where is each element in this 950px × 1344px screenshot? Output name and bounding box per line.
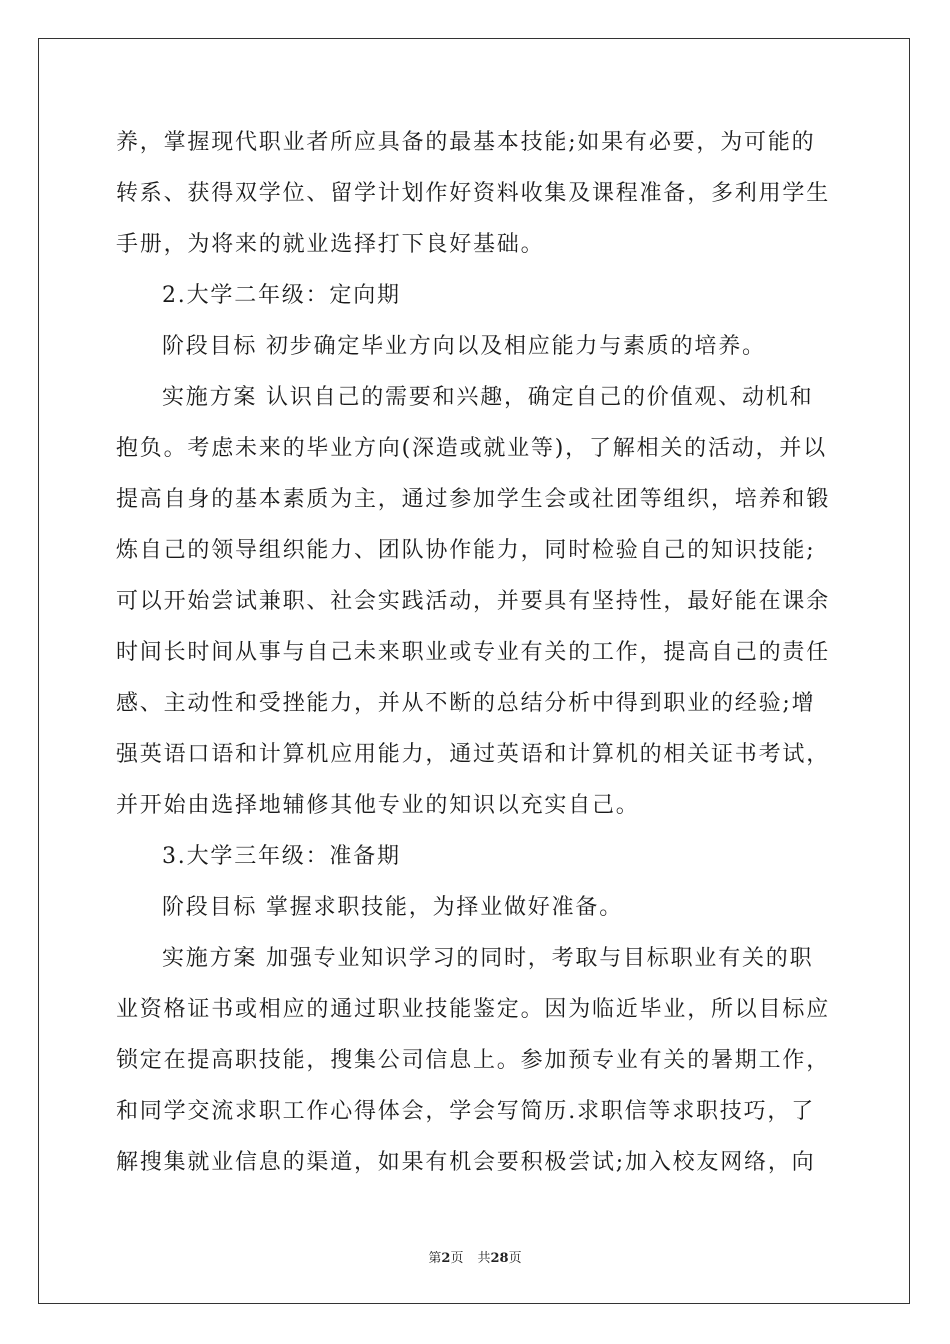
total-pages-number: 28 [490,1251,509,1266]
current-page-number: 2 [441,1251,451,1266]
text-line: 强英语口语和计算机应用能力，通过英语和计算机的相关证书考试， [116,742,831,767]
text-line: 解搜集就业信息的渠道，如果有机会要积极尝试;加入校友网络，向 [116,1150,816,1175]
text-line: 抱负。考虑未来的毕业方向(深造或就业等)，了解相关的活动，并以 [116,436,827,461]
footer-total-suffix: 页 [508,1251,522,1266]
text-line: 可以开始尝试兼职、社会实践活动，并要具有坚持性，最好能在课余 [116,589,831,614]
footer-prefix: 第 [428,1251,442,1266]
text-line: 并开始由选择地辅修其他专业的知识以充实自己。 [116,793,640,818]
text-line: 提高自身的基本素质为主，通过参加学生会或社团等组织，培养和锻 [116,487,831,512]
text-line: 锁定在提高职技能，搜集公司信息上。参加预专业有关的暑期工作， [116,1048,831,1073]
text-line: 转系、获得双学位、留学计划作好资料收集及课程准备，多利用学生 [116,181,831,206]
text-line: 实施方案 认识自己的需要和兴趣，确定自己的价值观、动机和 [162,385,814,410]
text-line: 手册，为将来的就业选择打下良好基础。 [116,232,545,257]
text-line: 和同学交流求职工作心得体会，学会写简历.求职信等求职技巧，了 [116,1099,815,1124]
text-line: 阶段目标 掌握求职技能，为择业做好准备。 [162,895,623,920]
section-heading: 3.大学三年级：准备期 [162,844,401,869]
section-heading: 2.大学二年级：定向期 [162,283,401,308]
text-line: 炼自己的领导组织能力、团队协作能力，同时检验自己的知识技能; [116,538,816,563]
text-line: 时间长时间从事与自己未来职业或专业有关的工作，提高自己的责任 [116,640,831,665]
footer-page-suffix: 页 [450,1251,464,1266]
text-line: 养，掌握现代职业者所应具备的最基本技能;如果有必要，为可能的 [116,130,816,155]
text-line: 阶段目标 初步确定毕业方向以及相应能力与素质的培养。 [162,334,766,359]
text-line: 实施方案 加强专业知识学习的同时，考取与目标职业有关的职 [162,946,814,971]
footer-total-prefix: 共 [477,1251,491,1266]
text-line: 业资格证书或相应的通过职业技能鉴定。因为临近毕业，所以目标应 [116,997,831,1022]
text-line: 感、主动性和受挫能力，并从不断的总结分析中得到职业的经验;增 [116,691,816,716]
page-footer [0,1250,950,1268]
